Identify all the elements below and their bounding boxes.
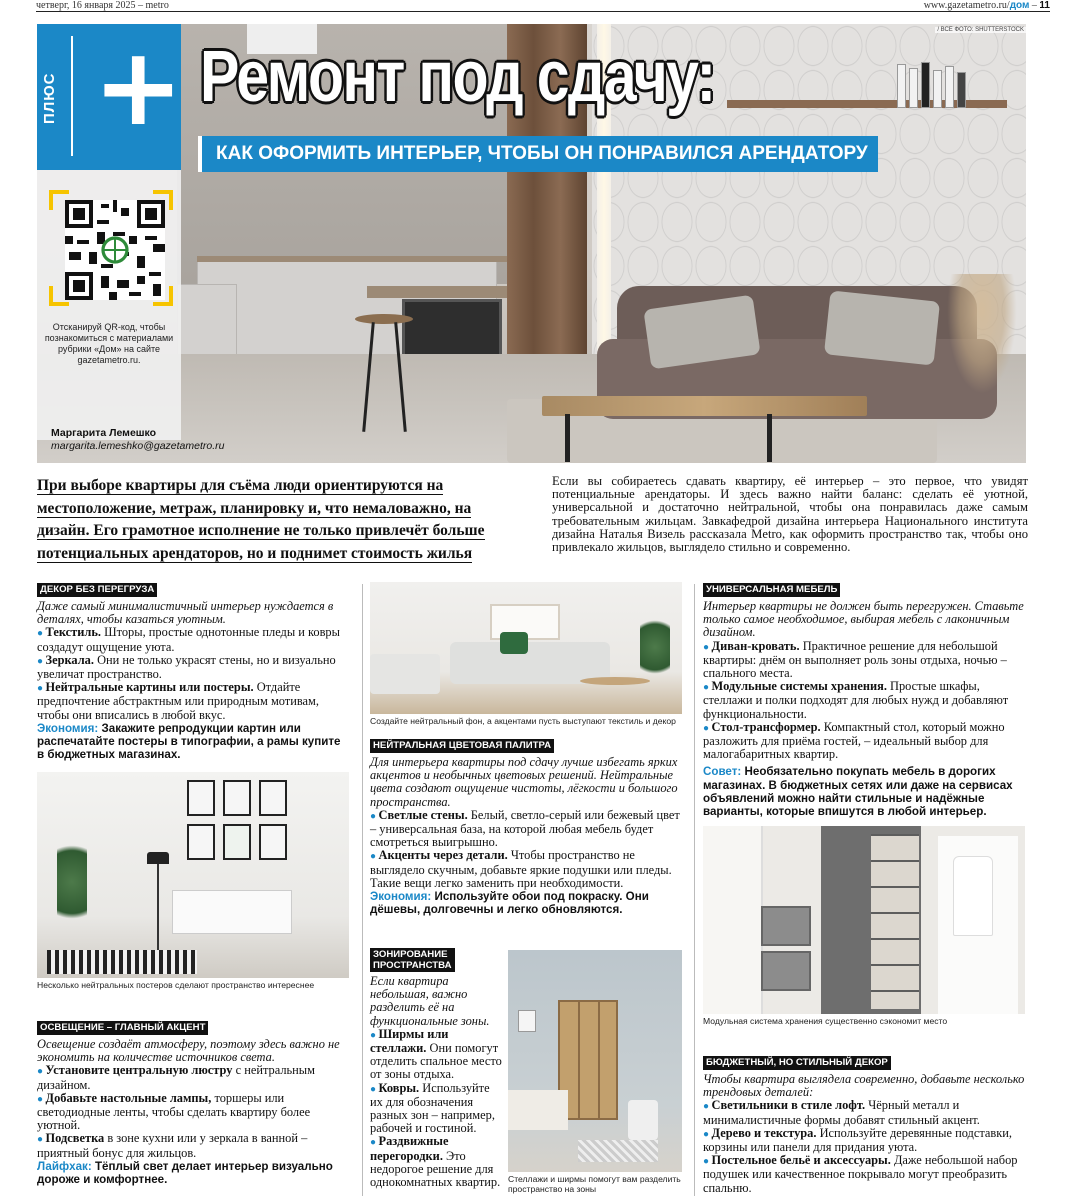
- book: [945, 66, 954, 108]
- qr-code-icon[interactable]: [65, 200, 165, 300]
- column-rule: [694, 584, 695, 1196]
- budget-item: ● Дерево и текстура. Используйте деревянные подставки, корзины или панели для придания уюта.: [703, 1127, 1025, 1154]
- rubric-furniture: УНИВЕРСАЛЬНАЯ МЕБЕЛЬ: [703, 583, 840, 597]
- furniture-photo-block: [703, 826, 1025, 1026]
- page-number: 11: [1039, 0, 1050, 11]
- palette-tip: Экономия: Используйте обои под покраску. Они дёшевы, долговечны и легко обновляются.: [370, 890, 649, 917]
- lighting-item: ● Установите центральную люстру с нейтральным дизайном.: [37, 1064, 349, 1091]
- rubric-budget: БЮДЖЕТНЫЙ, НО СТИЛЬНЫЙ ДЕКОР: [703, 1056, 891, 1070]
- storage-box: [761, 951, 811, 991]
- rubric-decor: ДЕКОР БЕЗ ПЕРЕГРУЗА: [37, 583, 157, 597]
- decor-item: ● Зеркала. Они не только украсят стены, но и визуально увеличат пространство.: [37, 654, 349, 681]
- armchair: [370, 654, 440, 694]
- palette-photo: [370, 582, 682, 714]
- lighting-item: ● Подсветка в зоне кухни или у зеркала в ванной – приятный бонус для жильцов.: [37, 1132, 349, 1159]
- wall-poster: [518, 1010, 536, 1032]
- rubric-zoning: ЗОНИРОВАНИЕ ПРОСТРАНСТВА: [370, 948, 455, 972]
- decor-tip: Экономия: Закажите репродукции картин или распечатайте постеры в типографии, а рамы купите в бюджетных магазинах.: [37, 721, 341, 762]
- decor-intro: Даже самый минималистичный интерьер нуждается в деталях, чтобы казаться уютным.: [37, 599, 334, 627]
- poster: [259, 824, 287, 860]
- lighting-intro: Освещение создаёт атмосферу, поэтому здесь важно не экономить на количестве источников света.: [37, 1037, 340, 1065]
- header-rule: [36, 11, 1050, 12]
- palette-photo-block: [370, 582, 682, 726]
- poster: [187, 780, 215, 816]
- plant: [640, 612, 670, 682]
- furniture-item: ● Стол-трансформер. Компактный стол, который можно разложить для приёма гостей, – идеальный выбор для малогабаритных квартир.: [703, 721, 1025, 762]
- palette-item: ● Светлые стены. Белый, светло-серый или бежевый цвет – универсальная база, на которой любая мебель будет смотреться выигрышно.: [370, 809, 682, 850]
- rubric-palette: НЕЙТРАЛЬНАЯ ЦВЕТОВАЯ ПАЛИТРА: [370, 739, 554, 753]
- striped-rug: [47, 950, 197, 974]
- sideboard: [172, 890, 292, 934]
- bed: [508, 1090, 568, 1130]
- rubric-lighting: ОСВЕЩЕНИЕ – ГЛАВНЫЙ АКЦЕНТ: [37, 1021, 208, 1035]
- book: [897, 64, 906, 108]
- palette-intro: Для интерьера квартиры под сдачу лучше избегать ярких акцентов и необычных цветовых решений. Нейтральные цвета создают ощущение чистоты, лёгкости и большого пространства.: [370, 755, 678, 809]
- decor-item: ● Нейтральные картины или постеры. Отдайте предпочтение абстрактным или природным мотивам, чтобы они вписались в любой вкус.: [37, 681, 349, 722]
- poster: [259, 780, 287, 816]
- headline: Ремонт под сдачу:: [200, 37, 715, 117]
- furniture-tip: Совет: Необязательно покупать мебель в дорогих магазинах. В бюджетных сетях или даже на сервисах объявлений можно найти стильные и надёжные варианты, которые впишутся в любой интерьер.: [703, 765, 1013, 819]
- decor-photo-caption: Несколько нейтральных постеров сделают пространство интереснее: [37, 980, 315, 990]
- zoning-item: ● Раздвижные перегородки. Это недорогое решение для однокомнатных квартир.: [370, 1135, 502, 1189]
- lighting-tip: Лайфхак: Тёплый свет делает интерьер визуально дороже и комфортнее.: [37, 1159, 333, 1187]
- bar-stool: [355, 314, 413, 324]
- countertop: [197, 256, 527, 262]
- author-byline: [51, 427, 224, 453]
- palette-item: ● Акценты через детали. Чтобы пространство не выглядело скучным, добавьте яркие подушки или пледы. Такие вещи легко заменить при необходимости.: [370, 849, 682, 890]
- zoning-intro: Если квартира небольшая, важно разделить её на функциональные зоны.: [370, 974, 490, 1028]
- book: [933, 70, 942, 108]
- furniture-intro: Интерьер квартиры не должен быть перегружен. Ставьте только самое необходимое, выбирая мебель с лаконичным дизайном.: [703, 599, 1024, 640]
- table-leg: [565, 414, 570, 462]
- wall-shelf: [727, 100, 1007, 108]
- section-budget: [703, 1055, 1025, 1195]
- section-decor: [37, 582, 349, 761]
- zoning-photo-block: [508, 950, 682, 1194]
- budget-item: ● Светильники в стиле лофт. Чёрный металл и минималистичные формы добавят стильный акцент.: [703, 1099, 1025, 1126]
- zoning-item: ● Ширмы или стеллажи. Они помогут отделить спальное место от зоны отдыха.: [370, 1028, 502, 1082]
- poster: [223, 780, 251, 816]
- decor-photo-block: [37, 772, 349, 990]
- lamp-shade: [147, 852, 169, 864]
- zoning-photo-caption: Стеллажи и ширмы помогут вам разделить пространство на зоны: [508, 1174, 681, 1194]
- qr-panel: [37, 170, 181, 440]
- rug: [578, 1140, 658, 1162]
- budget-intro: Чтобы квартира выглядела современно, добавьте несколько трендовых деталей:: [703, 1072, 1025, 1100]
- wardrobe-side: [703, 826, 763, 1014]
- poster: [223, 824, 251, 860]
- bar-counter: [367, 286, 527, 298]
- zoning-item: ● Ковры. Используйте их для обозначения разных зон – например, рабочей и гостиной.: [370, 1082, 502, 1136]
- site-url[interactable]: www.gazetametro.ru/дом – 11: [923, 0, 1050, 11]
- qr-caption: Отсканируй QR-код, чтобы познакомиться с материалами рубрики «Дом» на сайте gazetametro.ru.: [44, 322, 174, 365]
- table-leg: [767, 414, 772, 462]
- book: [909, 68, 918, 108]
- decor-item: ● Текстиль. Шторы, простые однотонные пледы и ковры создадут ощущение уюта.: [37, 626, 349, 653]
- pampas-grass: [947, 274, 1017, 394]
- coffee-table: [542, 396, 867, 416]
- intro-paragraph: Если вы собираетесь сдавать квартиру, её интерьер – это первое, что увидят потенциальные арендаторы. И здесь важно найти баланс: сделать её уютной, универсальной и достаточно нейтральной, чтобы она понравилась даже самым требовательным жильцам. Завкафедрой дизайна интерьера Национального института дизайна Наталья Визель рассказала Metro, как оформить пространство так, чтобы оно привлекало жильцов, выглядело стильно и современно.: [552, 474, 1028, 555]
- budget-item: ● Постельное бельё и аксессуары. Даже небольшой набор подушек или качественное покрывало могут преобразить спальню.: [703, 1154, 1025, 1195]
- author-name: Маргарита Лемешко: [51, 427, 157, 439]
- rubric-label: ПЛЮС: [41, 72, 58, 124]
- book: [957, 72, 966, 108]
- plus-icon: +: [93, 25, 184, 150]
- issue-date: четверг, 16 января 2025 – metro: [36, 0, 169, 11]
- plant: [57, 832, 87, 932]
- author-email[interactable]: margarita.lemeshko@gazetametro.ru: [51, 440, 225, 452]
- chair: [628, 1100, 658, 1140]
- poster: [187, 824, 215, 860]
- rubric-plus-block: [37, 24, 184, 170]
- furniture-photo-caption: Модульная система хранения существенно сэкономит место: [703, 1016, 948, 1026]
- section-palette: [370, 738, 682, 916]
- rubric-divider: [71, 36, 73, 156]
- white-shirt: [953, 856, 993, 936]
- pillow: [824, 290, 940, 365]
- furniture-item: ● Диван-кровать. Практичное решение для небольшой квартиры: днём он выполняет роль зоны отдыха, ночью – спального места.: [703, 640, 1025, 681]
- column-rule: [362, 584, 363, 1196]
- palette-photo-caption: Создайте нейтральный фон, а акцентами пусть выступают текстиль и декор: [370, 716, 676, 726]
- section-furniture: [703, 582, 1025, 818]
- furniture-photo: [703, 826, 1025, 1014]
- zoning-photo: [508, 950, 682, 1172]
- lead-paragraph: При выборе квартиры для съёма люди ориентируются на местоположение, метраж, планировку и, что немаловажно, на дизайн. Его грамотное исполнение не только привлечёт больше потенциальных арендаторов, но и поднимет стоимость жилья: [37, 477, 485, 562]
- lighting-item: ● Добавьте настольные лампы, торшеры или светодиодные ленты, чтобы сделать квартиру более уютной.: [37, 1092, 349, 1133]
- green-pillow: [500, 632, 528, 654]
- decor-photo: [37, 772, 349, 978]
- folded-clothes: [871, 834, 919, 1009]
- photo-credit: / ВСЕ ФОТО: SHUTTERSTOCK: [937, 27, 1024, 33]
- lamp-stand: [157, 864, 159, 954]
- section-lighting: [37, 1020, 349, 1186]
- section-zoning: [370, 948, 502, 1189]
- furniture-item: ● Модульные системы хранения. Простые шкафы, стеллажи и полки подходят для любых нужд и добавляют функциональности.: [703, 680, 1025, 721]
- subheadline: КАК ОФОРМИТЬ ИНТЕРЬЕР, ЧТОБЫ ОН ПОНРАВИЛСЯ АРЕНДАТОРУ: [198, 136, 878, 172]
- storage-box: [761, 906, 811, 946]
- book: [921, 62, 930, 108]
